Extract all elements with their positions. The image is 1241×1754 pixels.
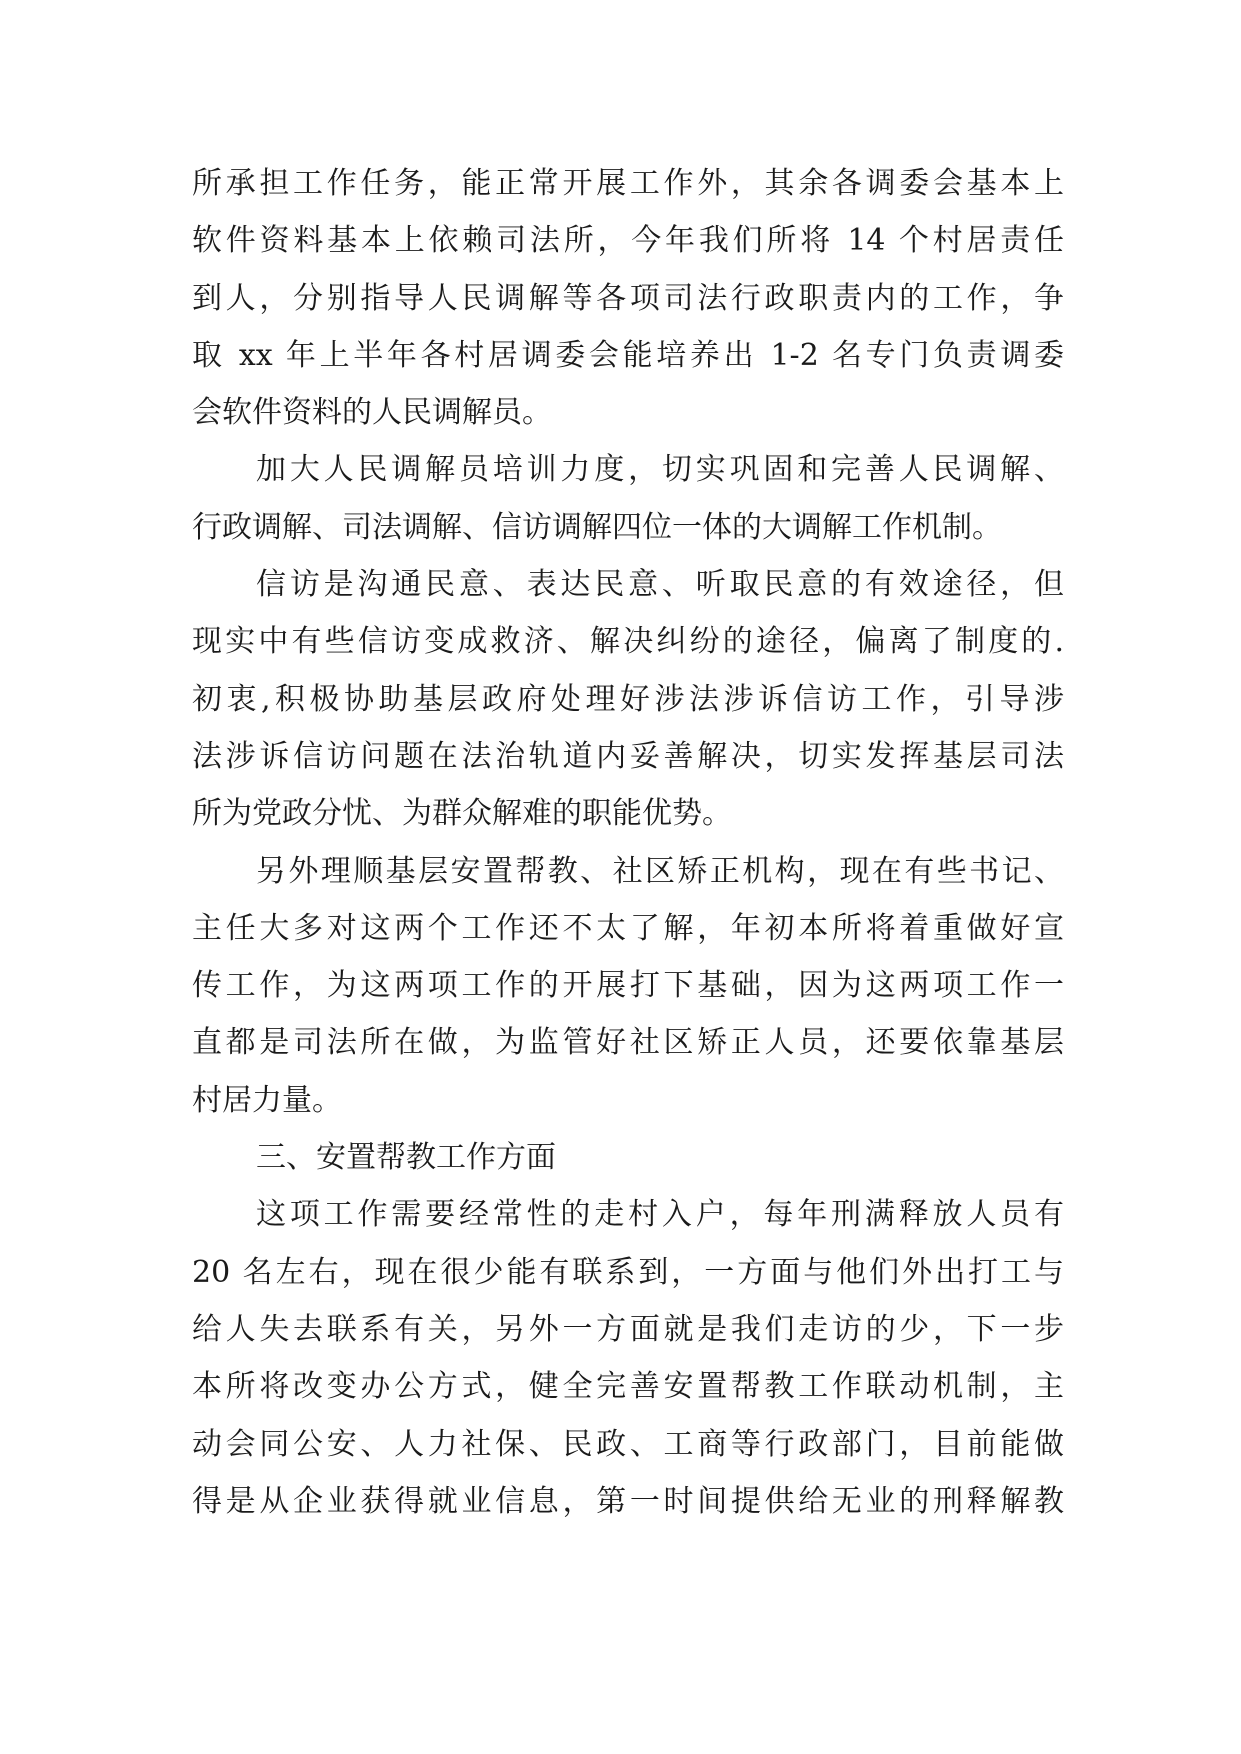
text-line: 村居力量。 (192, 1082, 342, 1118)
text-line: 传工作，为这两项工作的开展打下基础，因为这两项工作一 (192, 968, 1064, 1004)
text-line: 加大人民调解员培训力度，切实巩固和完善人民调解、 (256, 452, 1064, 488)
text-line: 行政调解、司法调解、信访调解四位一体的大调解工作机制。 (192, 509, 1002, 545)
text-line: 本所将改变办公方式，健全完善安置帮教工作联动机制，主 (192, 1369, 1064, 1405)
text-line: 三、安置帮教工作方面 (256, 1140, 556, 1176)
text-line: 信访是沟通民意、表达民意、听取民意的有效途径，但 (256, 567, 1064, 603)
text-line: 初衷,积极协助基层政府处理好涉法涉诉信访工作，引导涉 (192, 681, 1064, 717)
text-line: 会软件资料的人民调解员。 (192, 395, 552, 431)
text-line: 软件资料基本上依赖司法所，今年我们所将 14 个村居责任 (192, 223, 1064, 259)
text-line: 取 xx 年上半年各村居调委会能培养出 1-2 名专门负责调委 (192, 337, 1064, 373)
body-text (192, 155, 1064, 1530)
text-line: 现实中有些信访变成救济、解决纠纷的途径，偏离了制度的. (192, 624, 1064, 660)
text-line: 动会同公安、人力社保、民政、工商等行政部门，目前能做 (192, 1426, 1064, 1462)
text-line: 得是从企业获得就业信息，第一时间提供给无业的刑释解教 (192, 1483, 1064, 1519)
text-line: 所承担工作任务，能正常开展工作外，其余各调委会基本上 (192, 166, 1064, 201)
text-line: 所为党政分忧、为群众解难的职能优势。 (192, 796, 732, 832)
text-line: 直都是司法所在做，为监管好社区矫正人员，还要依靠基层 (192, 1025, 1064, 1061)
text-line: 20 名左右，现在很少能有联系到，一方面与他们外出打工与 (192, 1254, 1064, 1290)
text-line: 给人失去联系有关，另外一方面就是我们走访的少，下一步 (192, 1311, 1064, 1347)
text-line: 主任大多对这两个工作还不太了解，年初本所将着重做好宣 (192, 910, 1064, 946)
text-line: 这项工作需要经常性的走村入户，每年刑满释放人员有 (256, 1197, 1064, 1233)
text-line: 法涉诉信访问题在法治轨道内妥善解决，切实发挥基层司法 (192, 738, 1064, 774)
text-line: 到人，分别指导人民调解等各项司法行政职责内的工作，争 (192, 280, 1064, 316)
text-line: 另外理顺基层安置帮教、社区矫正机构，现在有些书记、 (256, 853, 1064, 889)
